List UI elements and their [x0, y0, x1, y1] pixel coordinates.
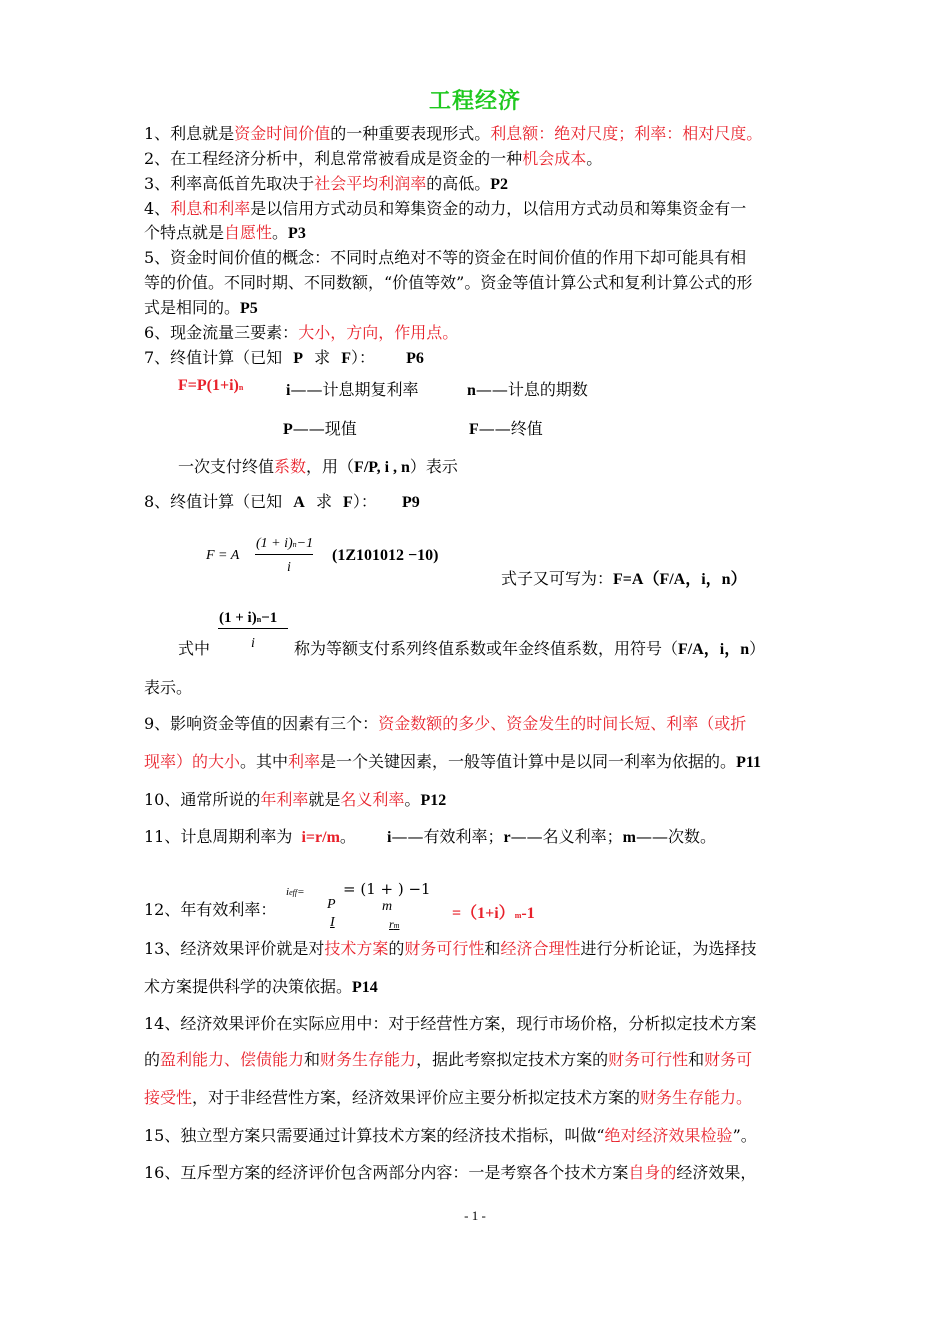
- text: 10、通常所说的: [144, 790, 261, 809]
- highlight: 自身的: [628, 1163, 677, 1182]
- highlight: 系数: [274, 457, 307, 476]
- text: ——现值: [292, 419, 357, 438]
- text: 。: [272, 223, 289, 242]
- item-13: [144, 939, 756, 959]
- coef-desc: [294, 636, 765, 659]
- highlight: 现率）的大小: [144, 752, 241, 771]
- coef-numerator: [219, 610, 277, 627]
- text: ——计息的期数: [475, 380, 588, 399]
- fp-coefficient-line: [178, 454, 458, 477]
- ieff-result: [452, 900, 535, 923]
- symbol: r: [503, 829, 511, 846]
- text: 。: [586, 149, 603, 168]
- text: 4、: [144, 199, 171, 218]
- item-10: [144, 790, 446, 811]
- formula-text: F=P(1+i): [178, 377, 239, 394]
- formula-subscript: m: [393, 921, 400, 930]
- highlight: 利息和利率: [170, 199, 251, 218]
- text: ）表示: [409, 457, 458, 476]
- formula-exponent: n: [292, 540, 297, 549]
- item-14-cont2: [144, 1088, 752, 1108]
- symbol: P: [283, 421, 293, 438]
- text: 的一种重要表现形式。: [330, 124, 491, 143]
- symbol: A: [293, 494, 305, 511]
- formula-denominator: i: [287, 560, 291, 575]
- text: 5、资金时间价值的概念：不同时点绝对不等的资金在时间价值的作用下却可能具有相: [144, 248, 747, 267]
- ieff-rm: [389, 917, 399, 932]
- item-6: [144, 323, 458, 343]
- highlight: 接受性: [144, 1088, 193, 1107]
- text: 。: [339, 827, 356, 846]
- highlight: 年利率: [260, 790, 309, 809]
- symbol: P: [293, 350, 304, 367]
- text: 6、现金流量三要素：: [144, 323, 299, 342]
- text: 称为等额支付系列终值系数或年金终值系数，用符号（: [294, 639, 679, 658]
- item-5-cont: [144, 273, 752, 293]
- page-ref: P2: [490, 176, 508, 193]
- text: 一次支付终值: [178, 457, 275, 476]
- highlight: 财务可: [704, 1050, 753, 1069]
- highlight: 。: [442, 323, 459, 342]
- ieff-expression: = (1 + ) −1: [343, 880, 431, 898]
- text: ）: [749, 639, 766, 658]
- text: ，据此考察拟定技术方案的: [416, 1050, 609, 1069]
- symbol: n: [467, 382, 476, 399]
- formula-code: (1Z101012 −10): [332, 547, 439, 564]
- symbol: F: [343, 494, 353, 511]
- text: 。其中: [240, 752, 289, 771]
- highlight: 资金数额的多少、资金发生的时间长短、利率（或折: [378, 714, 747, 733]
- highlight: 绝对经济效果检验: [604, 1126, 733, 1145]
- text: 求: [315, 492, 332, 511]
- coef-denominator: i: [251, 636, 255, 651]
- text: ）：: [352, 492, 377, 511]
- text: 2、在工程经济分析中，利息常常被看成是资金的一种: [144, 149, 523, 168]
- item-14: 14、经济效果评价在实际应用中：对于经营性方案，现行市场价格，分析拟定技术方案: [144, 1014, 757, 1033]
- text: 和: [688, 1050, 705, 1069]
- highlight: i=r/m: [301, 829, 340, 846]
- item-11: [144, 827, 716, 848]
- item-8: [144, 492, 420, 513]
- item-3: [144, 174, 508, 195]
- item-2: [144, 149, 602, 169]
- item-8-cont: 表示。: [144, 678, 193, 697]
- highlight: 利息额：绝对尺度；利率：相对尺度。: [490, 124, 763, 143]
- item-12: 12、年有效利率：: [144, 900, 277, 919]
- page-ref: P5: [240, 300, 258, 317]
- highlight: 经济合理性: [500, 939, 581, 958]
- text: 9、影响资金等值的因素有三个：: [144, 714, 379, 733]
- text: 式是相同的。: [144, 298, 241, 317]
- highlight: 资金时间价值: [234, 124, 331, 143]
- text: 1、利息就是: [144, 124, 235, 143]
- highlight: 大小，方向，作用点: [298, 323, 443, 342]
- text: 进行分析论证，为选择技: [580, 939, 757, 958]
- highlight: 机会成本: [522, 149, 587, 168]
- text: 式子又可写为：: [501, 569, 614, 588]
- text: ——有效利率；: [391, 827, 504, 846]
- page-ref: P12: [420, 792, 447, 809]
- text: ，用（: [306, 457, 355, 476]
- text: 8、终值计算（已知: [144, 492, 283, 511]
- text: 是一个关键因素，一般等值计算中是以同一利率为依据的。: [320, 752, 737, 771]
- formula-text: -1: [521, 905, 535, 922]
- ieff-m: m: [382, 899, 393, 914]
- highlight: 财务生存能力。: [640, 1088, 753, 1107]
- text: 的: [388, 939, 405, 958]
- formula-text: =: [297, 886, 305, 898]
- highlight: 技术方案: [324, 939, 389, 958]
- text: 求: [314, 348, 331, 367]
- text: ，对于非经营性方案，经济效果评价应主要分析拟定技术方案的: [192, 1088, 641, 1107]
- text: 术方案提供科学的决策依据。: [144, 977, 353, 996]
- formula-exponent: m: [514, 911, 522, 920]
- ieff-i: I: [330, 915, 335, 930]
- text: 3、利率高低首先取决于: [144, 174, 315, 193]
- fraction-bar: [255, 554, 313, 555]
- formula-text: (1 + i): [219, 610, 257, 626]
- item-1: [144, 124, 762, 144]
- symbol: F=A（F/A，i，n）: [613, 571, 747, 588]
- formula-fp: [178, 377, 243, 395]
- formula-subscript: eff: [289, 888, 298, 897]
- text: 等的价值。不同时期、不同数额，“价值等效”。资金等值计算公式和复利计算公式的形: [144, 273, 753, 292]
- symbol: F/A，i，n: [678, 641, 750, 658]
- text: ——次数。: [635, 827, 716, 846]
- formula-text: (1 + i): [256, 536, 293, 551]
- item-16: [144, 1163, 756, 1183]
- formula-numerator: [256, 536, 313, 552]
- page-ref: P3: [288, 225, 306, 242]
- item-14-cont: [144, 1050, 752, 1070]
- formula-text: i: [286, 886, 290, 898]
- text: ——计息期复利率: [290, 380, 419, 399]
- highlight: 自愿性: [224, 223, 273, 242]
- symbol: i: [387, 829, 392, 846]
- text: 11、计息周期利率为: [144, 827, 293, 846]
- page-ref: P6: [406, 350, 424, 367]
- item-4-cont: [144, 223, 306, 244]
- text: ——名义利率；: [510, 827, 623, 846]
- coef-prefix: 式中: [178, 639, 211, 658]
- text: 就是: [308, 790, 341, 809]
- legend-f: [469, 416, 543, 439]
- text: ——终值: [478, 419, 543, 438]
- highlight: 财务生存能力: [320, 1050, 417, 1069]
- text: 是以信用方式动员和筹集资金的动力，以信用方式动员和筹集资金有一: [250, 199, 747, 218]
- legend-i: [286, 377, 418, 400]
- item-9: [144, 714, 746, 734]
- item-7: [144, 348, 424, 369]
- ieff-p: P: [327, 897, 336, 912]
- item-5-cont2: [144, 298, 258, 319]
- ieff-symbol: [286, 886, 305, 898]
- highlight: 利率: [288, 752, 321, 771]
- text: 。: [404, 790, 421, 809]
- legend-n: [467, 377, 588, 400]
- symbol: m: [622, 829, 636, 846]
- symbol: F: [341, 350, 352, 367]
- text: 13、经济效果评价就是对: [144, 939, 325, 958]
- formula-text: −1: [296, 536, 314, 551]
- page-ref: P14: [352, 979, 378, 996]
- item-4: [144, 199, 746, 219]
- text: 15、独立型方案只需要通过计算技术方案的经济技术指标，叫做“: [144, 1126, 605, 1145]
- text: 的: [144, 1050, 161, 1069]
- highlight: 名义利率: [340, 790, 405, 809]
- text: 16、互斥型方案的经济评价包含两部分内容：一是考察各个技术方案: [144, 1163, 629, 1182]
- page-number: - 1 -: [464, 1208, 486, 1223]
- legend-p: [283, 416, 357, 439]
- highlight: 社会平均利润率: [314, 174, 427, 193]
- fraction-bar: [218, 628, 288, 629]
- symbol: F/P, i , n: [354, 459, 410, 476]
- formula-exponent: n: [238, 383, 244, 392]
- item-5: [144, 248, 746, 268]
- page-ref: P9: [401, 494, 420, 511]
- formula-lhs: F = A: [206, 548, 240, 563]
- formula-alt: [501, 566, 747, 589]
- page-ref: P11: [736, 754, 761, 771]
- text: 经济效果，: [676, 1163, 757, 1182]
- formula-exponent: n: [256, 615, 262, 624]
- symbol: i: [286, 382, 291, 399]
- text: 和: [304, 1050, 321, 1069]
- highlight: 财务可行性: [608, 1050, 689, 1069]
- item-9-cont: [144, 752, 761, 773]
- item-15: [144, 1126, 757, 1146]
- text: 个特点就是: [144, 223, 225, 242]
- text: 和: [484, 939, 501, 958]
- text: 7、终值计算（已知: [144, 348, 283, 367]
- page-title: 工程经济: [428, 89, 521, 114]
- item-13-cont: [144, 977, 378, 998]
- text: 的高低。: [426, 174, 491, 193]
- text: ）：: [351, 348, 376, 367]
- formula-text: −1: [261, 610, 278, 626]
- formula-text: r: [389, 917, 394, 931]
- formula-text: =（1+i）: [452, 905, 515, 922]
- highlight: 盈利能力、偿债能力: [160, 1050, 305, 1069]
- text: ”。: [732, 1126, 757, 1145]
- symbol: F: [469, 421, 479, 438]
- highlight: 财务可行性: [404, 939, 485, 958]
